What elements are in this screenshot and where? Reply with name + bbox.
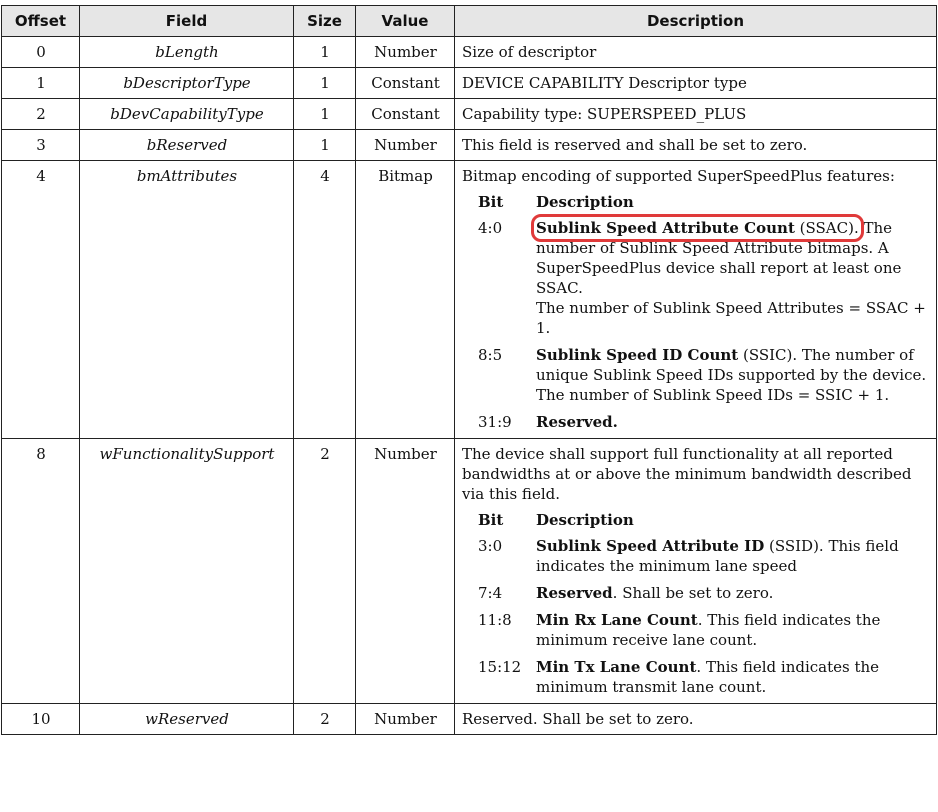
field-cell: bmAttributes <box>80 161 294 439</box>
size-cell: 1 <box>294 130 356 161</box>
bit-row <box>478 218 930 338</box>
field-cell: wFunctionalitySupport <box>80 439 294 704</box>
bit-row <box>478 412 930 432</box>
table-row <box>2 704 937 735</box>
field-cell: wReserved <box>80 704 294 735</box>
bit-row <box>478 536 930 576</box>
offset-cell: 1 <box>2 68 80 99</box>
value-cell: Number <box>356 130 455 161</box>
value-cell: Number <box>356 37 455 68</box>
header-size: Size <box>294 6 356 37</box>
header-description: Description <box>455 6 937 37</box>
bit-table <box>478 192 930 432</box>
field-cell: bDevCapabilityType <box>80 99 294 130</box>
header-row <box>2 6 937 37</box>
bit-description-header: Description <box>536 193 634 211</box>
table-row <box>2 37 937 68</box>
bit-row <box>478 345 930 405</box>
descriptor-table <box>1 5 937 735</box>
size-cell: 1 <box>294 37 356 68</box>
bit-text-extra: The number of Sublink Speed IDs = SSIC + 1. <box>536 386 890 404</box>
offset-cell: 4 <box>2 161 80 439</box>
bit-name: Sublink Speed Attribute ID <box>536 537 765 555</box>
offset-cell: 0 <box>2 37 80 68</box>
description-cell: Size of descriptor <box>455 37 937 68</box>
bit-range: 31:9 <box>478 413 512 431</box>
bit-description <box>536 412 930 432</box>
bit-range: 8:5 <box>478 346 503 364</box>
bit-range: 4:0 <box>478 219 503 237</box>
header-value: Value <box>356 6 455 37</box>
bit-text: This field indicates the minimum transmit lane count. <box>536 658 880 696</box>
field-cell: bDescriptorType <box>80 68 294 99</box>
bit-description <box>536 610 930 650</box>
bit-table <box>478 510 930 697</box>
bit-range: 3:0 <box>478 537 503 555</box>
bit-text: The number of unique Sublink Speed IDs supported by the device. <box>536 346 927 384</box>
bit-abbr: . <box>697 611 703 629</box>
bit-header: Bit <box>478 193 504 211</box>
table-row <box>2 68 937 99</box>
header-field: Field <box>80 6 294 37</box>
bit-range: 7:4 <box>478 584 503 602</box>
bit-abbr: (SSID). <box>764 537 824 555</box>
description-cell <box>455 161 937 439</box>
field-cell: bReserved <box>80 130 294 161</box>
bit-description <box>536 536 930 576</box>
size-cell: 4 <box>294 161 356 439</box>
bit-description <box>536 657 930 697</box>
bit-abbr: (SSIC). <box>738 346 798 364</box>
description-cell: Capability type: SUPERSPEED_PLUS <box>455 99 937 130</box>
bit-description <box>536 345 930 405</box>
bit-text: This field indicates the minimum receive lane count. <box>536 611 881 649</box>
highlight-box <box>536 219 859 237</box>
offset-cell: 8 <box>2 439 80 704</box>
offset-cell: 3 <box>2 130 80 161</box>
field-cell: bLength <box>80 37 294 68</box>
value-cell: Constant <box>356 99 455 130</box>
size-cell: 1 <box>294 99 356 130</box>
value-cell: Number <box>356 704 455 735</box>
bit-name: Sublink Speed ID Count <box>536 346 739 364</box>
bit-table-header <box>478 192 930 212</box>
bit-row <box>478 583 930 603</box>
description-cell: DEVICE CAPABILITY Descriptor type <box>455 68 937 99</box>
bit-name: Sublink Speed Attribute Count <box>536 219 795 237</box>
value-cell: Number <box>356 439 455 704</box>
table-row <box>2 439 937 704</box>
description-cell <box>455 439 937 704</box>
offset-cell: 2 <box>2 99 80 130</box>
description-cell: Reserved. Shall be set to zero. <box>455 704 937 735</box>
header-offset: Offset <box>2 6 80 37</box>
bit-text: The number of Sublink Speed Attribute bitmaps. A SuperSpeedPlus device shall report at least one SSAC. <box>536 219 902 297</box>
bit-name: Min Tx Lane Count <box>536 658 697 676</box>
bit-table-header <box>478 510 930 530</box>
table-row <box>2 161 937 439</box>
bit-text: This field indicates the minimum lane speed <box>536 537 899 575</box>
size-cell: 1 <box>294 68 356 99</box>
bit-description-header: Description <box>536 511 634 529</box>
table-row <box>2 130 937 161</box>
size-cell: 2 <box>294 704 356 735</box>
description-cell: This field is reserved and shall be set to zero. <box>455 130 937 161</box>
value-cell: Constant <box>356 68 455 99</box>
bit-row <box>478 657 930 697</box>
bit-description <box>536 218 930 338</box>
bit-header: Bit <box>478 511 504 529</box>
bit-description <box>536 583 930 603</box>
bit-range: 11:8 <box>478 611 512 629</box>
bit-range: 15:12 <box>478 658 522 676</box>
bit-abbr: . <box>612 584 618 602</box>
bit-name: Reserved. <box>536 413 618 431</box>
value-cell: Bitmap <box>356 161 455 439</box>
offset-cell: 10 <box>2 704 80 735</box>
bit-row <box>478 610 930 650</box>
bit-abbr: . <box>696 658 702 676</box>
size-cell: 2 <box>294 439 356 704</box>
bit-name: Reserved <box>536 584 613 602</box>
bit-text-extra: The number of Sublink Speed Attributes = SSAC + 1. <box>536 299 926 337</box>
table-row <box>2 99 937 130</box>
description-text: Bitmap encoding of supported SuperSpeedPlus features: <box>462 167 895 185</box>
description-text: The device shall support full functionality at all reported bandwidths at or above the minimum bandwidth described via this field. <box>462 445 912 503</box>
bit-abbr: (SSAC). <box>794 219 859 237</box>
bit-text: Shall be set to zero. <box>617 584 774 602</box>
bit-name: Min Rx Lane Count <box>536 611 698 629</box>
